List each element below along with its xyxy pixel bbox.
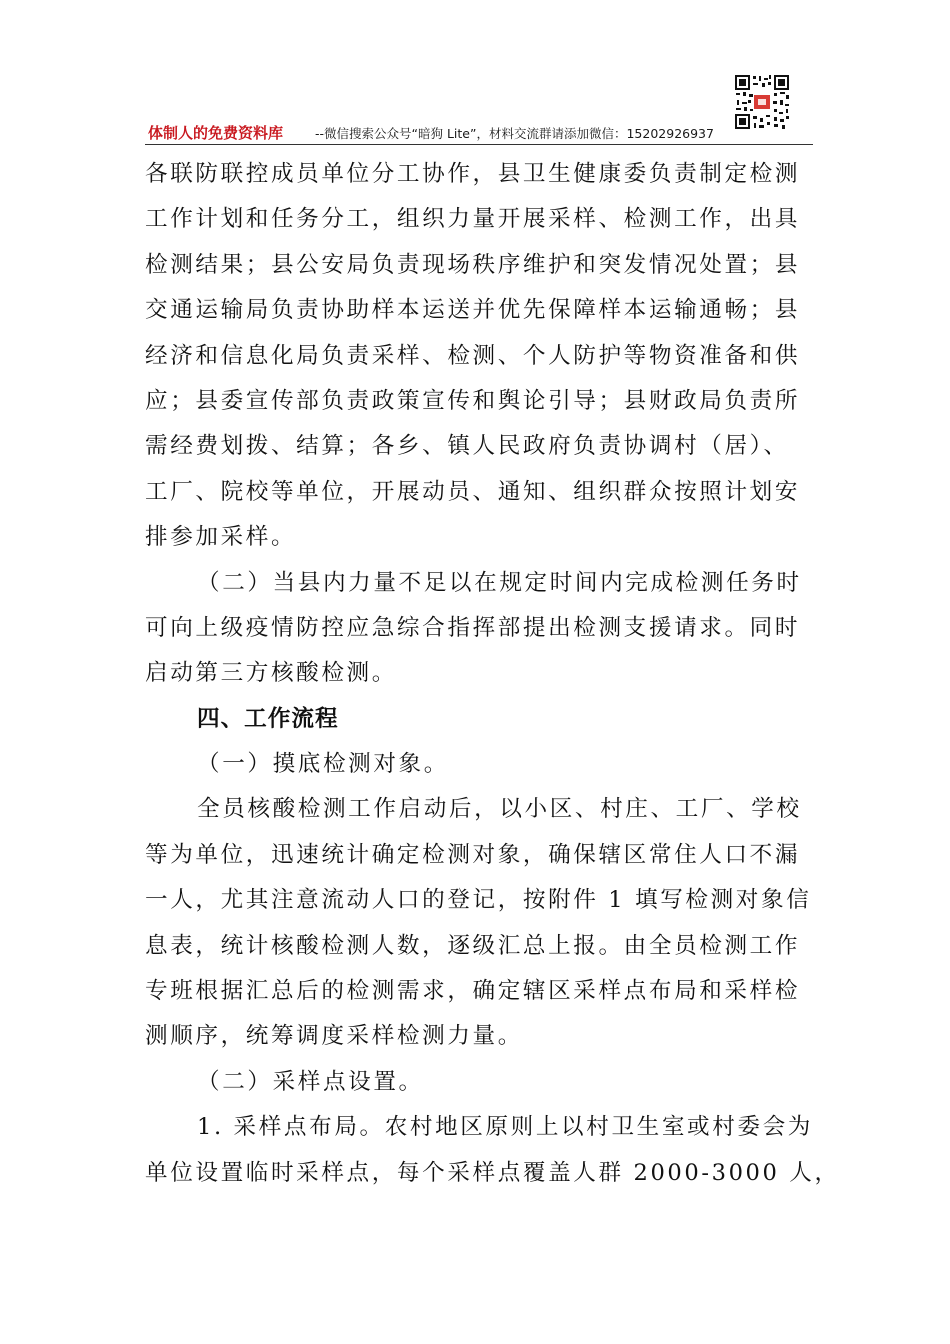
paragraph-line: 单位设置临时采样点，每个采样点覆盖人群 2000-3000 人， [145,1159,840,1186]
paragraph-line: 专班根据汇总后的检测需求，确定辖区采样点布局和采样检 [145,978,801,1005]
paragraph-line: 测顺序，统筹调度采样检测力量。 [145,1023,523,1050]
header-divider [145,144,813,145]
header-brand: 体制人的免费资料库 [148,124,284,142]
subsection-title: （二）采样点设置。 [197,1068,424,1095]
page-header [145,120,808,144]
paragraph-line: 启动第三方核酸检测。 [145,660,397,687]
paragraph-line: 等为单位，迅速统计确定检测对象，确保辖区常住人口不漏 [145,841,801,868]
paragraph-line: 可向上级疫情防控应急综合指挥部提出检测支援请求。同时 [145,614,801,641]
document-body [145,152,840,1196]
paragraph-line: 交通运输局负责协助样本运送并优先保障样本运输通畅；县 [145,297,801,324]
paragraph-line: 检测结果；县公安局负责现场秩序维护和突发情况处置；县 [145,251,801,278]
paragraph-line: 1. 采样点布局。农村地区原则上以村卫生室或村委会为 [197,1114,813,1141]
subsection-paragraph: （二）当县内力量不足以在规定时间内完成检测任务时 [197,569,802,596]
paragraph-line: 经济和信息化局负责采样、检测、个人防护等物资准备和供 [145,342,801,369]
paragraph-line: 各联防联控成员单位分工协作，县卫生健康委负责制定检测 [145,161,801,187]
paragraph-line: 排参加采样。 [145,524,297,551]
paragraph-line: 一人，尤其注意流动人口的登记，按附件 1 填写检测对象信 [145,887,812,914]
paragraph-line: 息表，统计核酸检测人数，逐级汇总上报。由全员检测工作 [145,932,801,959]
paragraph-line: 需经费划拨、结算；各乡、镇人民政府负责协调村（居）、 [145,433,789,460]
subsection-title: （一）摸底检测对象。 [197,751,449,778]
paragraph-line: 应；县委宣传部负责政策宣传和舆论引导；县财政局负责所 [145,387,801,414]
header-tagline: --微信搜索公众号“暗狗 Lite”，材料交流群请添加微信：15202926937 [315,126,714,141]
paragraph-line: 工作计划和任务分工，组织力量开展采样、检测工作，出具 [145,206,801,233]
section-heading: 四、工作流程 [197,705,339,732]
paragraph-line: 全员核酸检测工作启动后，以小区、村庄、工厂、学校 [197,796,802,823]
paragraph-line: 工厂、院校等单位，开展动员、通知、组织群众按照计划安 [145,478,801,505]
